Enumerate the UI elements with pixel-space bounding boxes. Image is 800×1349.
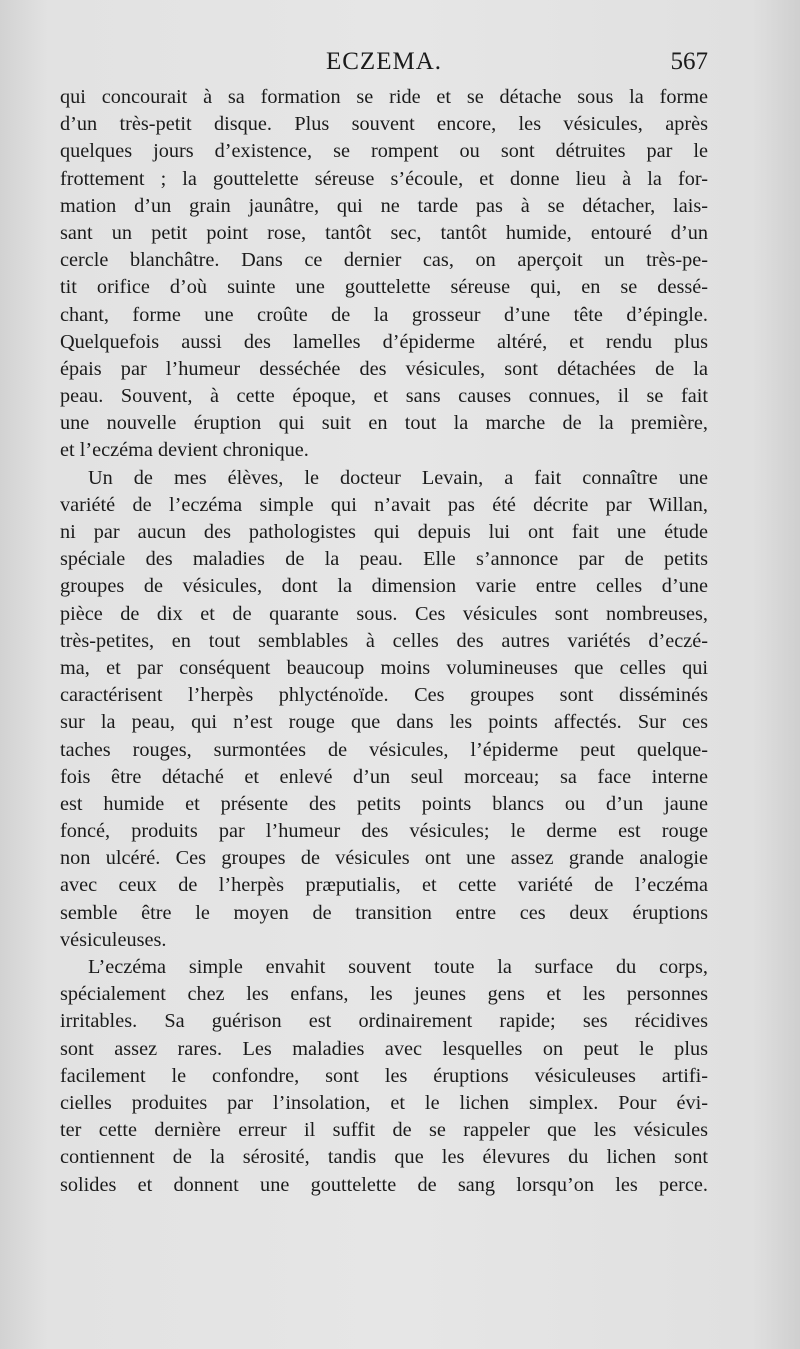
text-line: variété de l’eczéma simple qui n’avait pas été décrite par Willan,: [60, 493, 708, 516]
text-line: caractérisent l’herpès phlycténoïde. Ces groupes sont disséminés: [60, 684, 708, 707]
text-line: pièce de dix et de quarante sous. Ces vésicules sont nombreuses,: [60, 602, 708, 625]
text-line: irritables. Sa guérison est ordinairement rapide; ses récidives: [60, 1010, 708, 1033]
text-line: vésiculeuses.: [60, 928, 167, 951]
text-line: cercle blanchâtre. Dans ce dernier cas, on aperçoit un très-pe-: [60, 249, 708, 272]
body-text: [60, 84, 708, 1199]
text-line: fois être détaché et enlevé d’un seul morceau; sa face interne: [60, 765, 708, 788]
page-header: [60, 48, 708, 82]
text-line: sur la peau, qui n’est rouge que dans les points affectés. Sur ces: [60, 711, 708, 734]
text-line: semble être le moyen de transition entre ces deux éruptions: [60, 901, 708, 924]
text-line: tit orifice d’où suinte une gouttelette séreuse qui, en se dessé-: [60, 276, 708, 299]
text-line: d’un très-petit disque. Plus souvent encore, les vésicules, après: [60, 113, 708, 136]
text-line: très-petites, en tout semblables à celles des autres variétés d’eczé-: [60, 629, 708, 652]
text-line: Quelquefois aussi des lamelles d’épiderme altéré, et rendu plus: [60, 330, 708, 353]
text-line: peau. Souvent, à cette époque, et sans causes connues, il se fait: [60, 385, 708, 408]
running-title: ECZEMA.: [325, 48, 443, 75]
text-line: sant un petit point rose, tantôt sec, tantôt humide, entouré d’un: [60, 221, 708, 244]
text-line: mation d’un grain jaunâtre, qui ne tarde pas à se détacher, lais-: [60, 194, 708, 217]
text-line: et l’eczéma devient chronique.: [60, 439, 309, 462]
text-line: une nouvelle éruption qui suit en tout la marche de la première,: [60, 412, 708, 435]
text-line: cielles produites par l’insolation, et le lichen simplex. Pour évi-: [60, 1091, 708, 1114]
text-line: quelques jours d’existence, se rompent ou sont détruites par le: [60, 140, 708, 163]
text-line: avec ceux de l’herpès præputialis, et cette variété de l’eczéma: [60, 874, 708, 897]
text-line: facilement le confondre, sont les éruptions vésiculeuses artifi-: [60, 1064, 708, 1087]
text-line: frottement ; la gouttelette séreuse s’écoule, et donne lieu à la for-: [60, 167, 708, 190]
text-line: spécialement chez les enfans, les jeunes gens et les personnes: [60, 983, 708, 1006]
text-line: chant, forme une croûte de la grosseur d’une tête d’épingle.: [60, 303, 708, 326]
text-line: sont assez rares. Les maladies avec lesquelles on peut le plus: [60, 1037, 708, 1060]
text-line: taches rouges, surmontées de vésicules, l’épiderme peut quelque-: [60, 738, 708, 761]
text-line: ma, et par conséquent beaucoup moins volumineuses que celles qui: [60, 656, 708, 679]
text-line: solides et donnent une gouttelette de sang lorsqu’on les perce.: [60, 1173, 708, 1196]
text-line: spéciale des maladies de la peau. Elle s’annonce par de petits: [60, 548, 708, 571]
paragraph-start-line: L’eczéma simple envahit souvent toute la surface du corps,: [88, 956, 708, 978]
page-number: 567: [670, 48, 708, 75]
text-line: groupes de vésicules, dont la dimension varie entre celles d’une: [60, 575, 708, 598]
text-line: non ulcéré. Ces groupes de vésicules ont une assez grande analogie: [60, 847, 708, 870]
text-line: épais par l’humeur desséchée des vésicules, sont détachées de la: [60, 357, 708, 380]
text-line: foncé, produits par l’humeur des vésicules; le derme est rouge: [60, 820, 708, 843]
text-line: est humide et présente des petits points blancs ou d’un jaune: [60, 792, 708, 815]
paragraph-start-line: Un de mes élèves, le docteur Levain, a fait connaître une: [88, 466, 708, 489]
text-line: contiennent de la sérosité, tandis que les élevures du lichen sont: [60, 1146, 708, 1169]
text-line: qui concourait à sa formation se ride et se détache sous la forme: [60, 86, 708, 108]
text-line: ter cette dernière erreur il suffit de se rappeler que les vésicules: [60, 1119, 708, 1142]
text-line: ni par aucun des pathologistes qui depuis lui ont fait une étude: [60, 521, 708, 543]
